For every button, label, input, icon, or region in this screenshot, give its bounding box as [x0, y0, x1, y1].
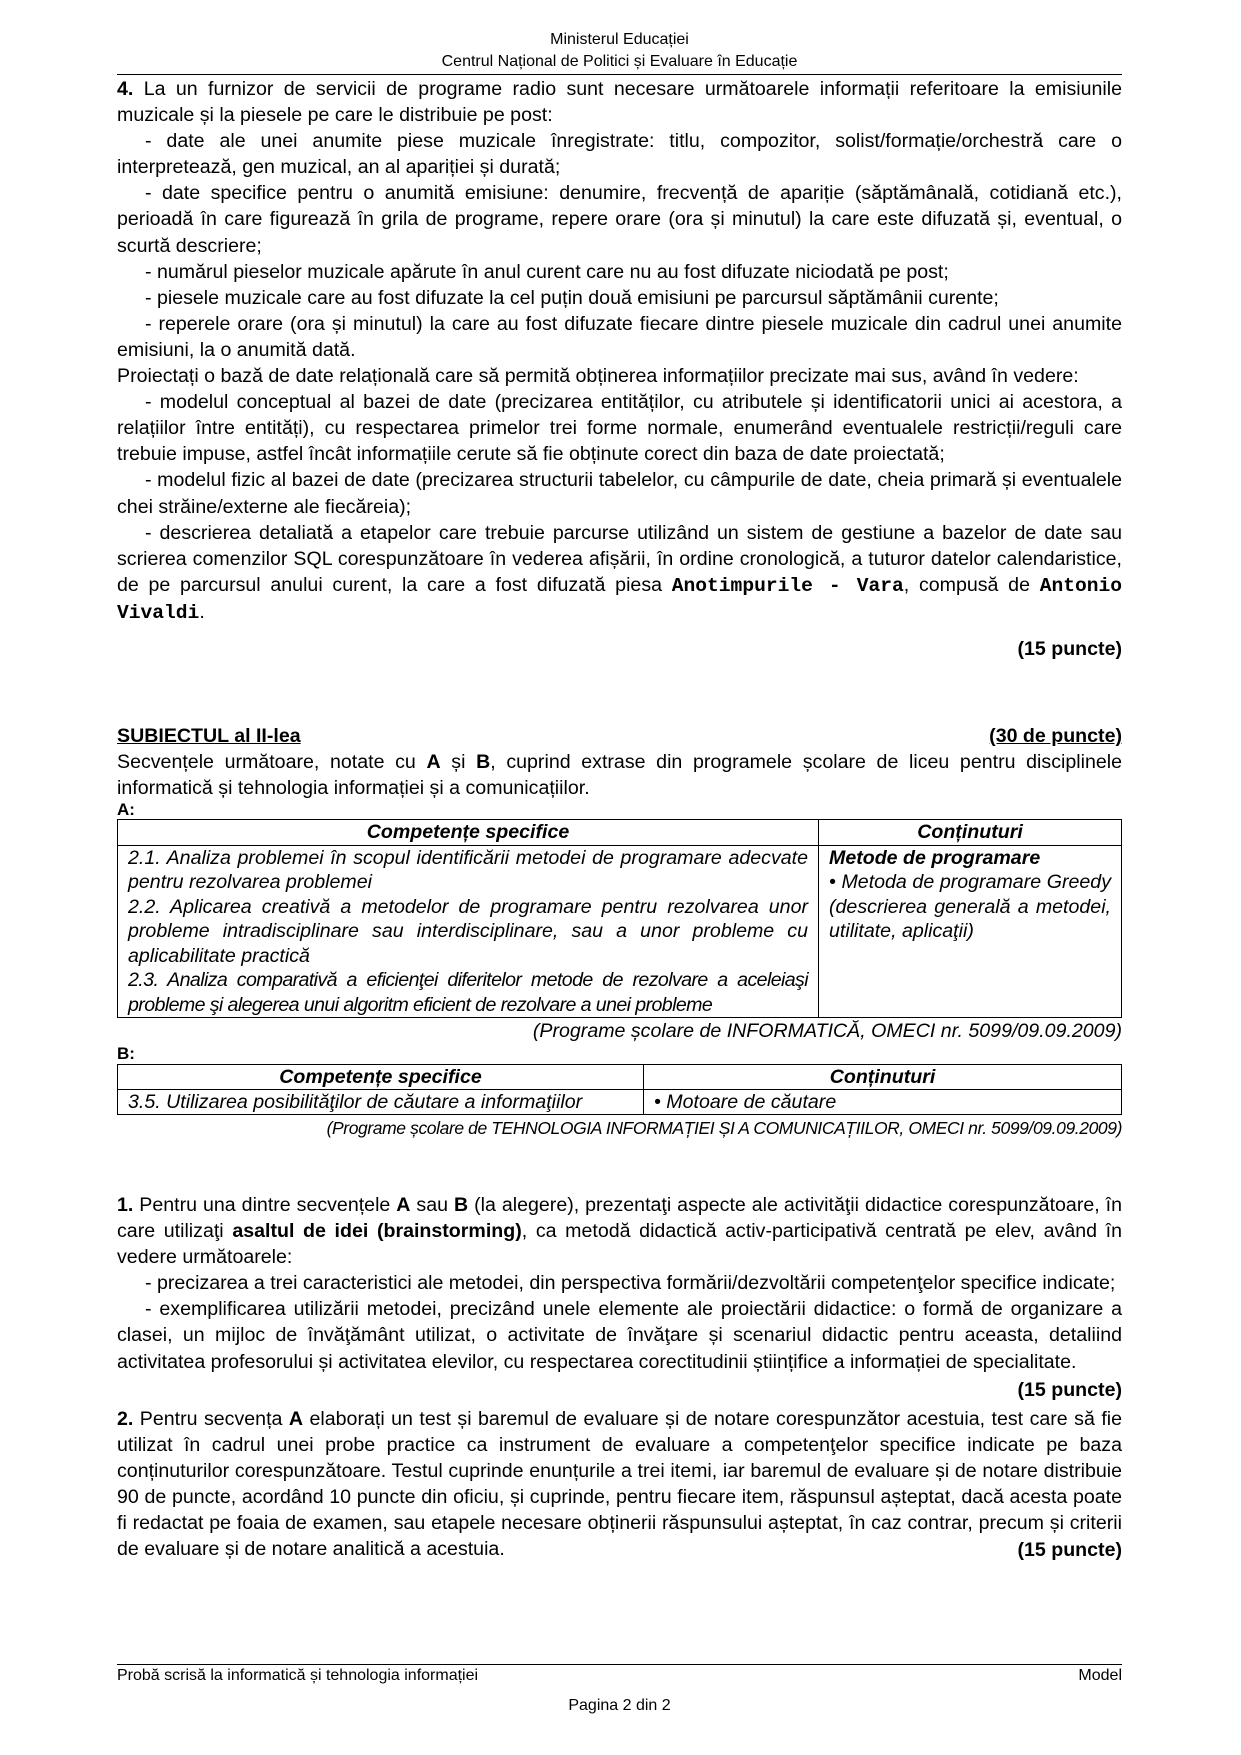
text: B [476, 751, 491, 774]
question-number: 1. [117, 1194, 134, 1216]
text: Pentru secvența [133, 1408, 289, 1430]
competences-cell [118, 845, 819, 1018]
points: (15 puncte) [1017, 1378, 1122, 1401]
footer-exam: Probă scrisă la informatică și tehnologia informației [117, 1667, 479, 1684]
footer-model: Model [1078, 1667, 1122, 1684]
subject-2 [117, 723, 1122, 1141]
text: A [396, 1194, 411, 1216]
competence: 3.5. Utilizarea posibilităţilor de căutare a informaţiilor [118, 1090, 644, 1115]
song-name: Anotimpurile - Vara [671, 574, 904, 597]
header-ministry: Ministerul Educației [550, 31, 689, 48]
bullet: - reperele orare (ora și minutul) la care au fost difuzate fiecare dintre piesele muzicale din cadrul unei anumite emisiuni, la o anumită dată. [117, 312, 1122, 361]
text: , ca metodă didactică activ-participativă centrată pe elev, având în vedere următoarele: [117, 1220, 1123, 1269]
question-2 [117, 1406, 1122, 1563]
task: Proiectați o bază de date relațională care să permită obținerea informațiilor precizate mai sus, având în vedere: [117, 365, 1079, 388]
footer-rule [117, 1664, 1122, 1665]
subject-title: SUBIECTUL al II-lea [117, 725, 301, 747]
competence: 2.1. Analiza problemei în scopul identificării metodei de programare adecvate pentru rezolvarea problemei [128, 846, 808, 894]
header-center: Centrul Național de Politici și Evaluare în Educație [441, 53, 798, 70]
bullet: - numărul pieselor muzicale apărute în anul curent care nu au fost difuzate niciodată pe post; [145, 260, 949, 283]
table-a [117, 819, 1122, 1018]
bullet: - date ale unei anumite piese muzicale înregistrate: titlu, compozitor, solist/formație/orchestră care o interpretează, gen muzical, an al apariției și durată; [117, 130, 1122, 179]
col-header: Conținuturi [819, 820, 1122, 846]
content-cell [819, 845, 1122, 1018]
content-item: • Metoda de programare Greedy (descrierea generală a metodei, utilitate, aplicaţii) [829, 871, 1111, 943]
requirement: - modelul fizic al bazei de date (precizarea structurii tabelelor, cu câmpurile de date, cheia primară și eventualele chei străine/externe ale fiecăreia); [117, 469, 1122, 518]
bullet: - precizarea a trei caracteristici ale metodei, din perspectiva formării/dezvoltării competenţelor specifice indicate; [145, 1272, 1116, 1295]
table-b [117, 1064, 1122, 1115]
subject-heading [117, 723, 1122, 749]
source-b: (Programe școlare de TEHNOLOGIA INFORMAȚIEI ȘI A COMUNICAȚIILOR, OMECI nr. 5099/09.09.2009) [326, 1118, 1122, 1139]
content-item: • Motoare de căutare [644, 1090, 1122, 1115]
text: Secvențele următoare, notate cu [117, 751, 427, 774]
table-a-label: A: [117, 800, 135, 820]
item-4 [117, 76, 1122, 662]
requirement: - modelul conceptual al bazei de date (precizarea entităților, cu atributele și identificatorii unici ai acestora, a relațiilor între entități), cu respectarea primelor trei forme normale, enumerând eventualele restricții/reguli care trebuie impuse, astfel încât informațiile cerute să fie obținute corect din baza de date proiectată; [117, 391, 1122, 466]
item-number: 4. [117, 78, 134, 100]
bullet: - exemplificarea utilizării metodei, precizând unele elemente ale proiectării didactice: o formă de organizare a clasei, un mijloc de învăţământ utilizat, o activitate de învăţare și scenariul didactic pentru aceasta, detaliind activitatea profesorului și activitatea elevilor, cu respectarea corectitudinii științifice a informației de specialitate. [117, 1298, 1122, 1373]
composer-name: Antonio Vivaldi [117, 574, 1123, 624]
points: (15 puncte) [1017, 1538, 1122, 1561]
text: , cuprind extrase din programele școlare de liceu pentru disciplinele informatică și tehnologia informației și a comunicațiilor. [117, 751, 1122, 800]
text: A [426, 751, 441, 774]
footer [117, 1667, 1122, 1685]
content-title: Metode de programare [829, 846, 1041, 869]
question-1 [117, 1192, 1122, 1403]
header-rule [117, 74, 1122, 75]
item-intro: La un furnizor de servicii de programe radio sunt necesare următoarele informații referitoare la emisiunile muzicale și la piesele pe care le distribuie pe post: [117, 78, 1122, 127]
bullet: - date specifice pentru o anumită emisiune: denumire, frecvență de apariție (săptămânală, cotidiană etc.), perioadă în care figurează în grila de programe, repere orare (ora și minutul) la care este difuzată și, eventual, o scurtă descriere; [117, 182, 1122, 257]
competence: 2.3. Analiza comparativă a eficienţei diferitelor metode de rezolvare a aceleiaşi probleme şi alegerea unui algoritm eficient de rezolvare a unei probleme [128, 969, 808, 1016]
points: (15 puncte) [1017, 637, 1122, 660]
text: B [453, 1194, 469, 1216]
page-number: Pagina 2 din 2 [568, 1697, 671, 1714]
text: elaborați un test și baremul de evaluare și de notare corespunzător acestuia, test care să fie utilizat în cadrul unei probe practice ca instrument de evaluare a competenţelor specifice indicate pe baza conținuturilor corespunzătoare. Testul cuprinde enunțurile a trei itemi, iar baremul de evaluare și de notare distribuie 90 de puncte, acordând 10 puncte din oficiu, și cuprinde, pentru fiecare item, răspunsul așteptat, dacă acesta poate fi redactat pe foaia de examen, sau etapele necesare obținerii răspunsului așteptat, în caz contrar, precum și criterii de evaluare și de notare analitică a acestuia. [117, 1408, 1123, 1561]
text: sau [410, 1194, 454, 1216]
req-text: . [199, 600, 205, 623]
bullet: - piesele muzicale care au fost difuzate la cel puțin două emisiuni pe parcursul săptămânii curente; [145, 286, 999, 309]
req-text: , compusă de [903, 573, 1040, 596]
competence: 2.2. Aplicarea creativă a metodelor de programare pentru rezolvarea unor probleme intradisciplinare sau interdisciplinare, sau a unor probleme cu aplicabilitate practică [128, 895, 808, 967]
col-header: Competențe specifice [118, 820, 819, 846]
subject-intro [117, 749, 1122, 801]
text: A [288, 1408, 304, 1430]
text: (la alegere), prezentaţi aspecte ale activităţii didactice corespunzătoare, în care utilizaţi [117, 1194, 1122, 1243]
method-name: asaltul de idei (brainstorming) [232, 1220, 522, 1243]
source-a: (Programe școlare de INFORMATICĂ, OMECI nr. 5099/09.09.2009) [532, 1020, 1122, 1043]
subject-points: (30 de puncte) [989, 725, 1122, 747]
col-header: Competențe specifice [118, 1065, 644, 1090]
text: Pentru una dintre secvențele [133, 1194, 397, 1216]
col-header: Conținuturi [644, 1065, 1122, 1090]
table-b-label: B: [117, 1044, 135, 1064]
requirement [117, 520, 1122, 626]
req-text: - descrierea detaliată a etapelor care trebuie parcurse utilizând un sistem de gestiune a bazelor de date sau scrierea comenzilor SQL corespunzătoare în vederea afișării, în ordine cronologică, a tuturor datelor calendaristice, de pe parcursul anului curent, la care a fost difuzată piesa [117, 521, 1122, 596]
question-number: 2. [117, 1408, 134, 1430]
text: și [440, 751, 477, 774]
